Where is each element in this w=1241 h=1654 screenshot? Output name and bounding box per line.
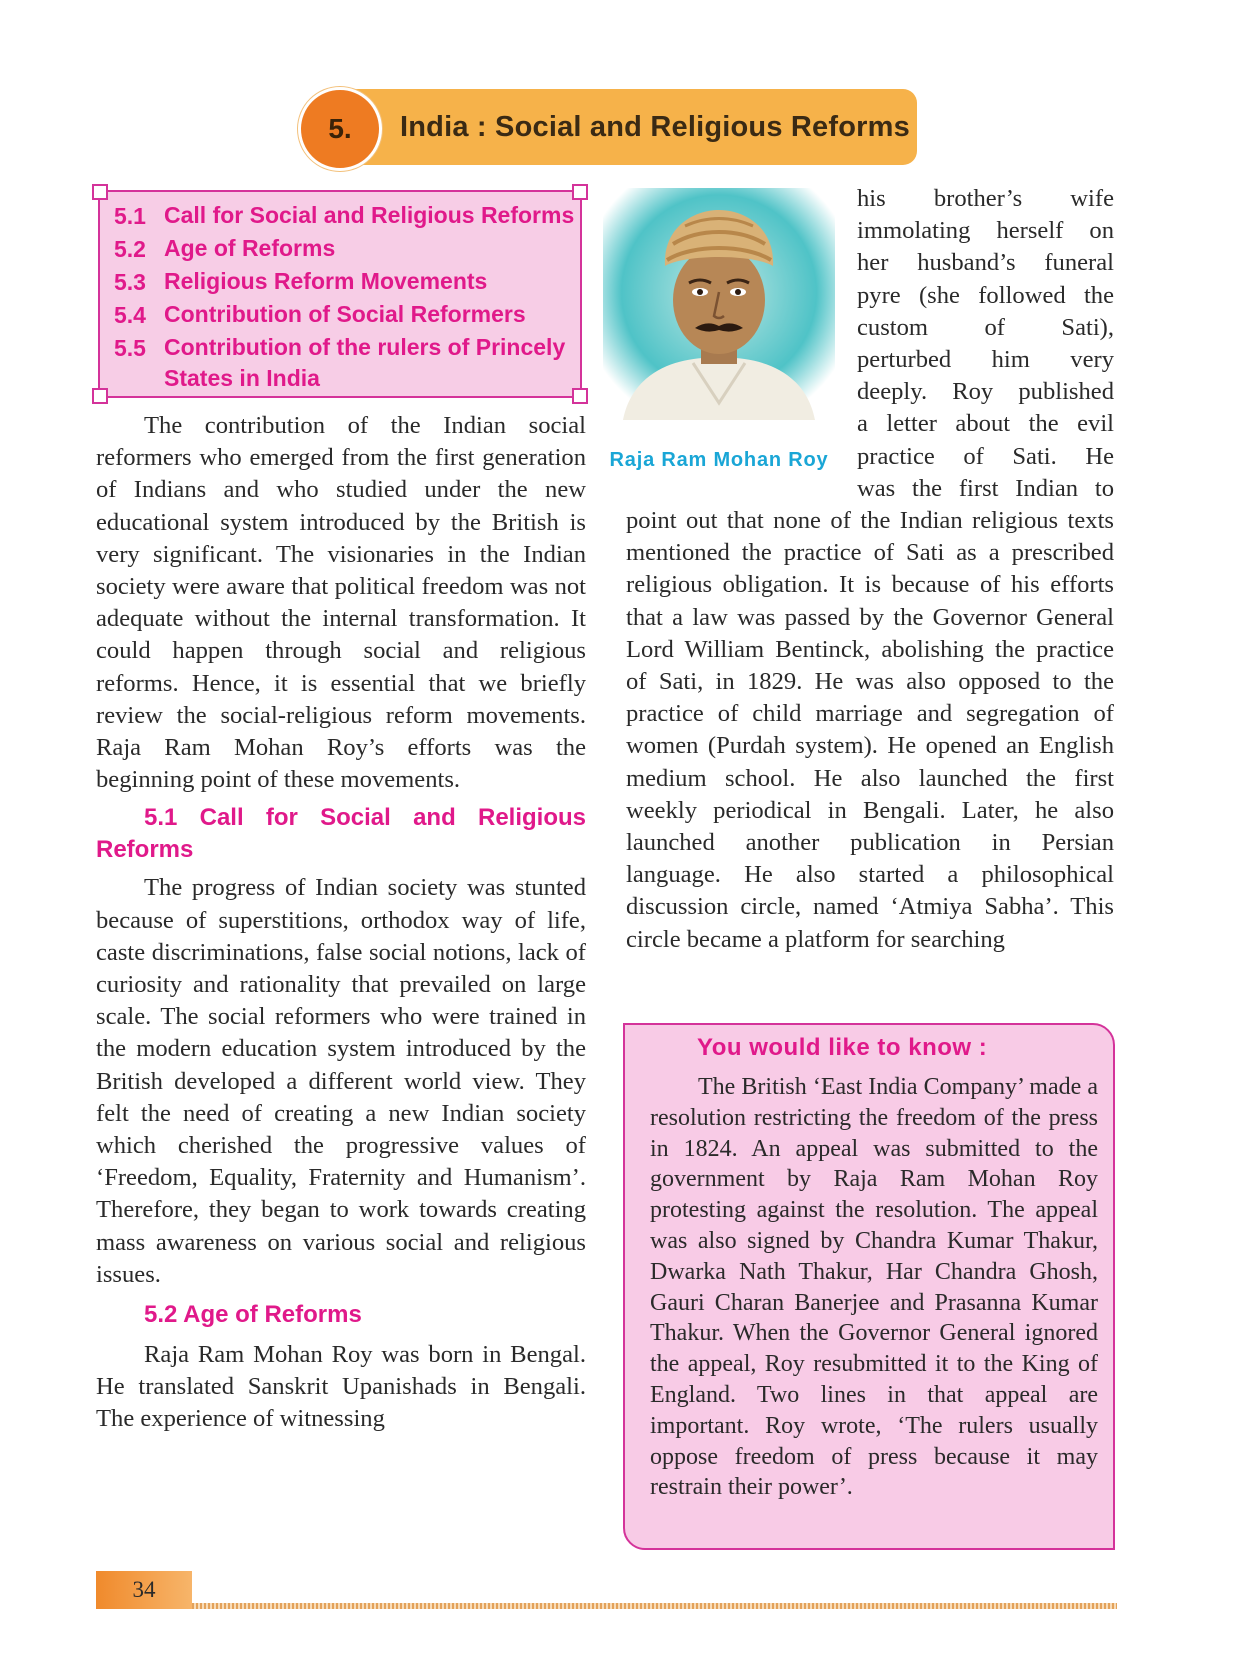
text-line: was the first Indian to — [857, 474, 1114, 502]
contents-item-number: 5.4 — [114, 302, 146, 328]
contents-item-number: 5.5 — [114, 335, 146, 361]
contents-item-title: Religious Reform Movements — [164, 268, 488, 294]
right-column-continued — [626, 505, 1114, 956]
text-line: immolating herself on — [857, 217, 1114, 245]
contents-item-title: Age of Reforms — [164, 235, 336, 261]
text-line: practice of Sati. He — [857, 442, 1114, 470]
corner-ornament — [92, 388, 108, 404]
section-5-2-paragraph: Raja Ram Mohan Roy was born in Bengal. He translated Sanskrit Upanishads in Bengali. The experience of witnessing — [96, 1341, 586, 1433]
corner-ornament — [572, 184, 588, 200]
section-heading-5-1: 5.1 Call for Social and Religious Reforms — [96, 804, 586, 864]
right-column-beside-image — [857, 183, 1114, 505]
contents-item-title: Call for Social and Religious Reforms — [164, 202, 575, 228]
text-line: her husband’s funeral — [857, 249, 1114, 277]
know-box-text: The British ‘East India Company’ made a resolution restricting the freedom of the press in 1824. An appeal was submitted to the government by Raja Ram Mohan Roy protesting against the resolution. The appeal was also signed by Chandra Kumar Thakur, Dwarka Nath Thakur, Har Chandra Ghosh, Gauri Charan Banerjee and Prasanna Kumar Thakur. When the Governor General ignored the appeal, Roy resubmitted it to the King of England. Two lines in that appeal are important. Roy wrote, ‘The rulers usually oppose freedom of press because it may restrain their power’. — [650, 1074, 1098, 1501]
corner-ornament — [92, 184, 108, 200]
contents-item-number: 5.2 — [114, 236, 146, 262]
text-line: deeply. Roy published — [857, 378, 1114, 406]
footer-rule — [192, 1603, 1117, 1609]
intro-paragraph: The contribution of the Indian social reformers who emerged from the first generation of Indians and who studied under the new educational system introduced by the British is very significant. The visionaries in the Indian society were aware that political freedom was not adequate without the internal transformation. It could happen through social and religious reforms. Hence, it is essential that we briefly review the social-religious reform movements. Raja Ram Mohan Roy’s efforts was the beginning point of these movements. — [96, 412, 586, 794]
portrait-caption: Raja Ram Mohan Roy — [609, 449, 829, 471]
text-line: a letter about the evil — [857, 410, 1114, 438]
contents-item-number: 5.1 — [114, 203, 146, 229]
contents-item — [114, 299, 580, 332]
section-5-1-paragraph: The progress of Indian society was stunted because of superstitions, orthodox way of life, caste discriminations, false social notions, lack of curiosity and rationality that prevailed on large scale. The social reformers who were trained in the modern education system introduced by the British developed a different world view. They felt the need of creating a new Indian society which cherished the progressive values of ‘Freedom, Equality, Fraternity and Humanism’. Therefore, they began to work towards creating mass awareness on various social and religious issues. — [96, 874, 586, 1288]
contents-item-title: Contribution of the rulers of Princely States in India — [164, 334, 566, 391]
contents-item-number: 5.3 — [114, 269, 146, 295]
right-column-paragraph: point out that none of the Indian religious texts mentioned the practice of Sati as a prescribed religious obligation. It is because of his efforts that a law was passed by the Governor General Lord William Bentinck, abolishing the practice of Sati, in 1829. He was also opposed to the practice of child marriage and segregation of women (Purdah system). He opened an English medium school. He also launched the first weekly periodical in Bengali. Later, he also launched another publication in Persian language. He also started a philosophical discussion circle, named ‘Atmiya Sabha’. This circle became a platform for searching — [626, 507, 1114, 953]
text-line: pyre (she followed the — [857, 281, 1114, 309]
chapter-title: India : Social and Religious Reforms — [400, 111, 910, 143]
contents-item — [114, 233, 580, 266]
know-box-title: You would like to know : — [697, 1034, 988, 1061]
text-line: his brother’s wife — [857, 185, 1114, 212]
corner-ornament — [572, 388, 588, 404]
text-line: perturbed him very — [857, 346, 1114, 374]
page-number: 34 — [96, 1571, 192, 1609]
raja-ram-mohan-roy-portrait — [603, 188, 835, 420]
section-heading-5-2: 5.2 Age of Reforms — [144, 1301, 362, 1329]
chapter-number-badge: 5. — [298, 87, 382, 171]
contents-item — [114, 266, 580, 299]
contents-item — [114, 200, 580, 233]
left-column — [96, 410, 586, 1436]
chapter-contents-box — [98, 190, 582, 398]
contents-item-title: Contribution of Social Reformers — [164, 301, 526, 327]
text-line: custom of Sati), — [857, 313, 1114, 341]
contents-item — [114, 332, 580, 394]
